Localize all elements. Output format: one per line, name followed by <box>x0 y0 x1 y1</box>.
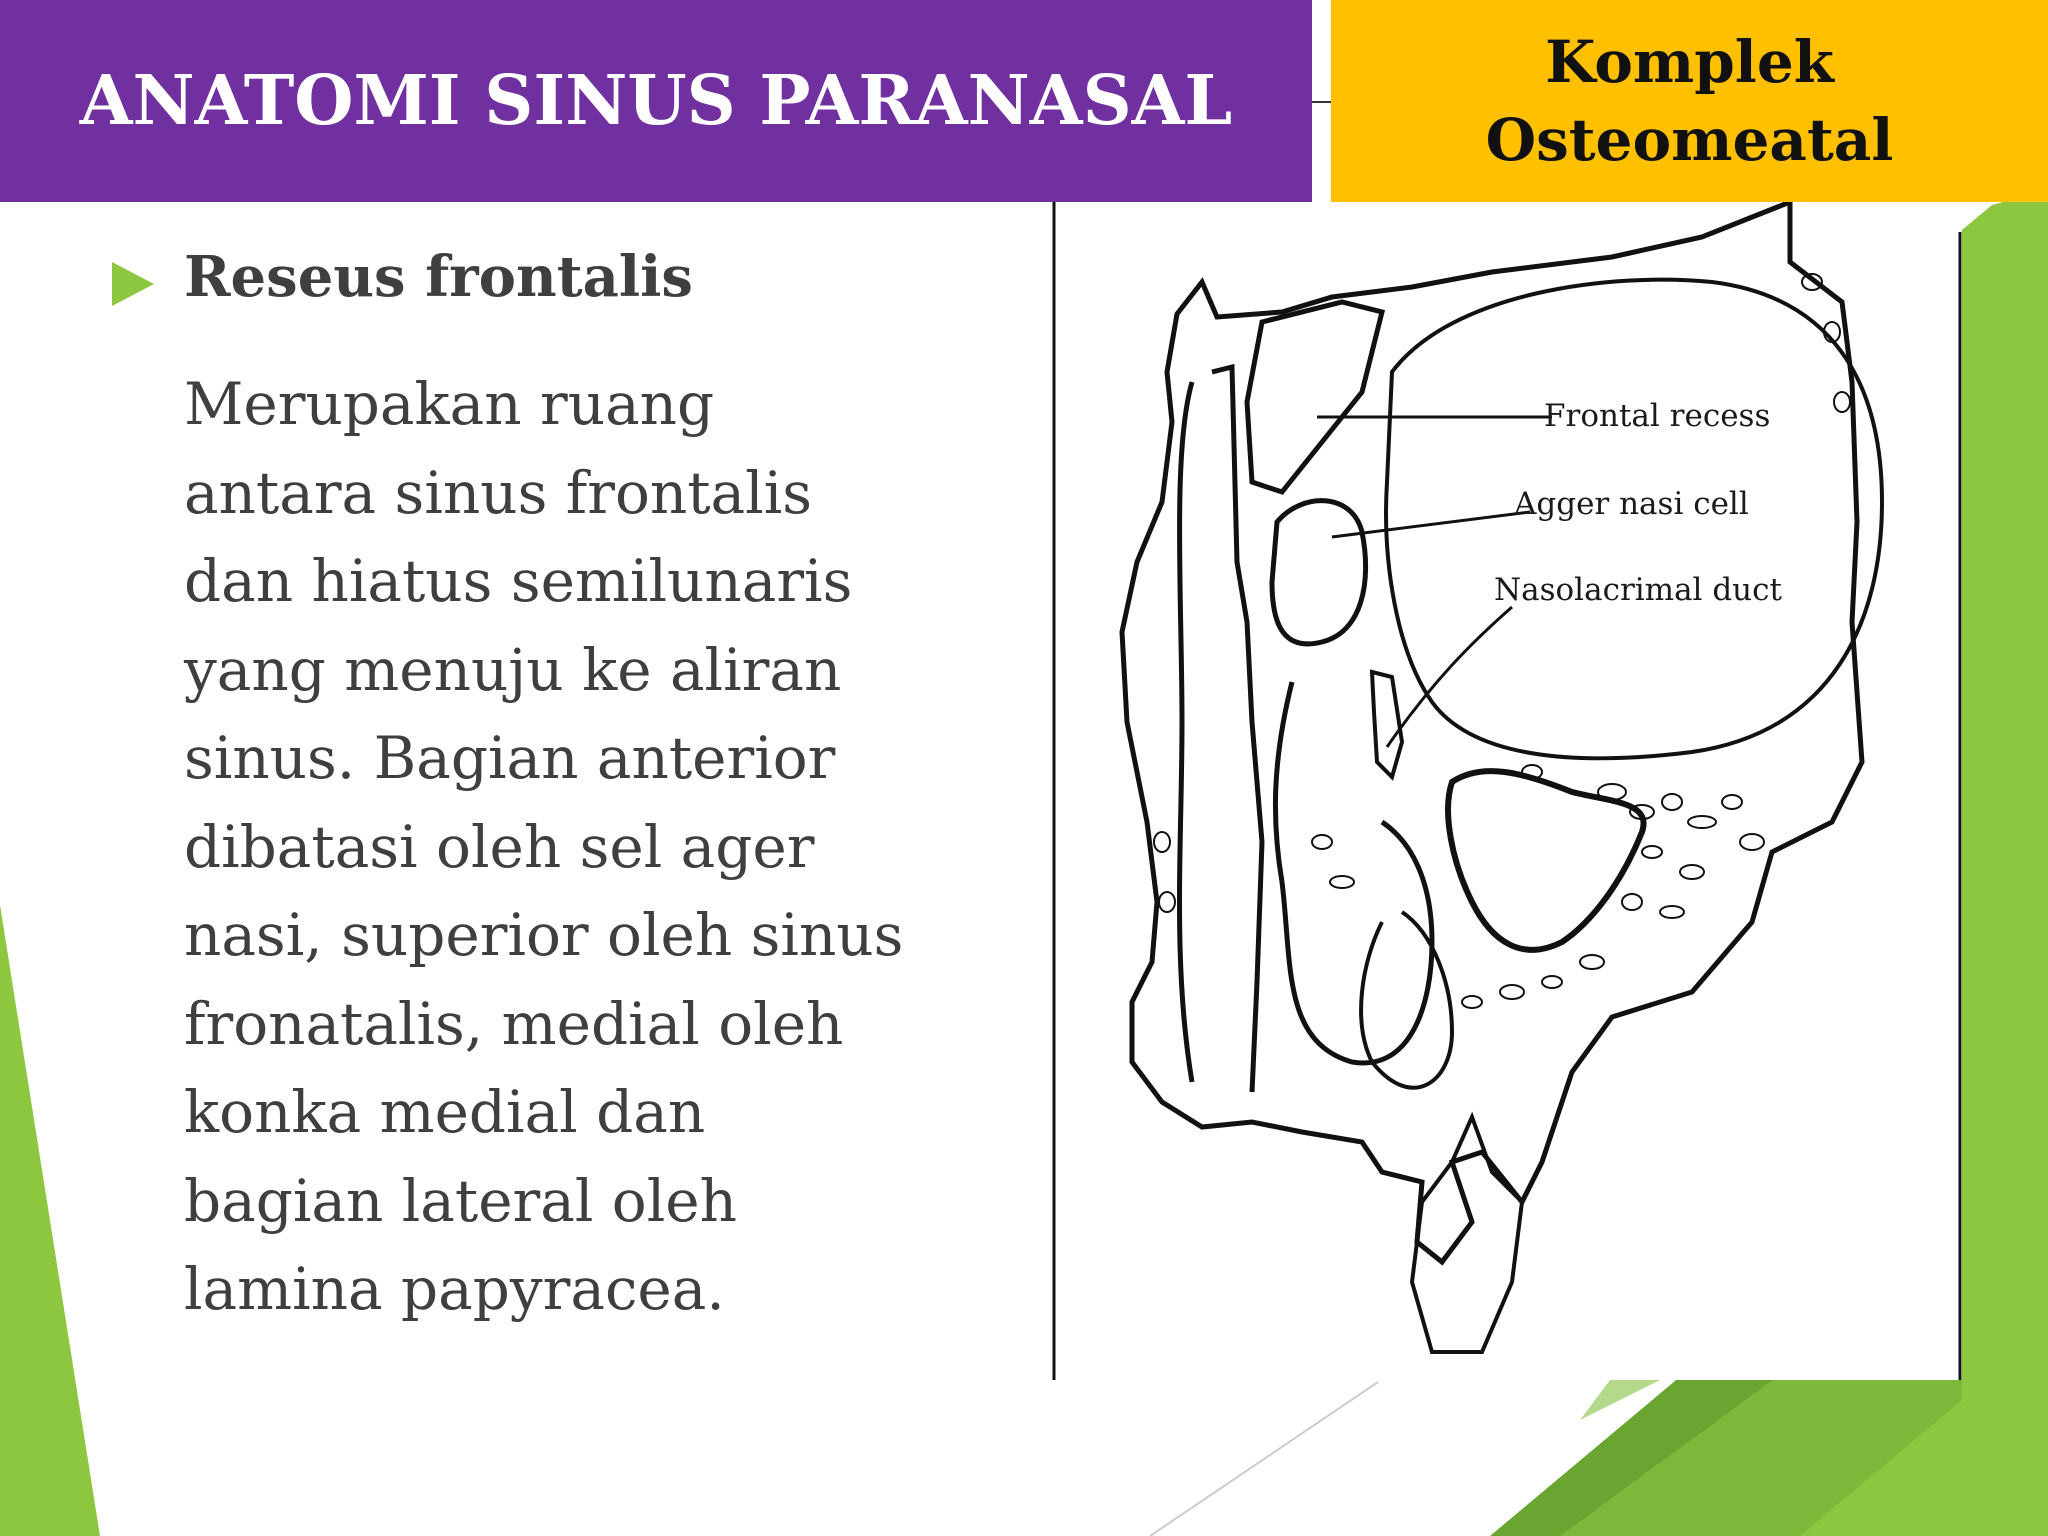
triangle-right-icon <box>112 262 154 306</box>
label-frontal-recess: Frontal recess <box>1544 398 1771 434</box>
paragraph-line: konka medial dan <box>184 1078 706 1146</box>
title-divider-line <box>1312 101 1331 103</box>
body-paragraph <box>184 360 1044 1334</box>
nasolacrimal-duct <box>1372 672 1402 777</box>
paragraph-line: bagian lateral oleh <box>184 1166 737 1235</box>
tooth <box>1412 1117 1522 1352</box>
paragraph-line: lamina papyracea. <box>184 1255 725 1323</box>
agger-nasi-cell <box>1272 501 1366 644</box>
paragraph-line: dibatasi oleh sel ager <box>184 812 815 881</box>
label-nasolacrimal-duct: Nasolacrimal duct <box>1494 572 1782 608</box>
nasal-septum <box>1212 367 1262 1092</box>
title-bar <box>0 0 1312 202</box>
section-label: Komplek Osteomeatal <box>1485 28 1894 174</box>
frontal-recess-cell <box>1247 302 1382 492</box>
paragraph-line: sinus. Bagian anterior <box>184 724 836 792</box>
slide-title: ANATOMI SINUS PARANASAL <box>79 61 1233 141</box>
nasal-wall <box>1180 382 1193 1082</box>
bullet-heading: Reseus frontalis <box>184 244 693 310</box>
paragraph-line: fronatalis, medial oleh <box>184 989 844 1058</box>
middle-turbinate <box>1275 682 1432 1063</box>
paragraph-line: dan hiatus semilunaris <box>184 547 853 615</box>
label-agger-nasi-cell: Agger nasi cell <box>1514 486 1749 522</box>
nasolacrimal-pointer <box>1387 607 1512 747</box>
paragraph-line: nasi, superior oleh sinus <box>184 901 904 969</box>
anatomy-figure <box>1052 202 1962 1380</box>
right-green-shard <box>1962 190 2048 1536</box>
left-green-shard <box>0 905 100 1536</box>
paragraph-line: Merupakan ruang <box>184 370 715 438</box>
paragraph-line: yang menuju ke aliran <box>184 635 842 704</box>
decor-thin-line <box>1150 1382 1378 1536</box>
section-label-box <box>1331 0 2048 202</box>
maxillary-sinus <box>1448 771 1643 950</box>
paragraph-line: antara sinus frontalis <box>184 458 813 527</box>
sinus-line-drawing <box>1052 202 1962 1380</box>
skull-outline <box>1122 202 1862 1262</box>
